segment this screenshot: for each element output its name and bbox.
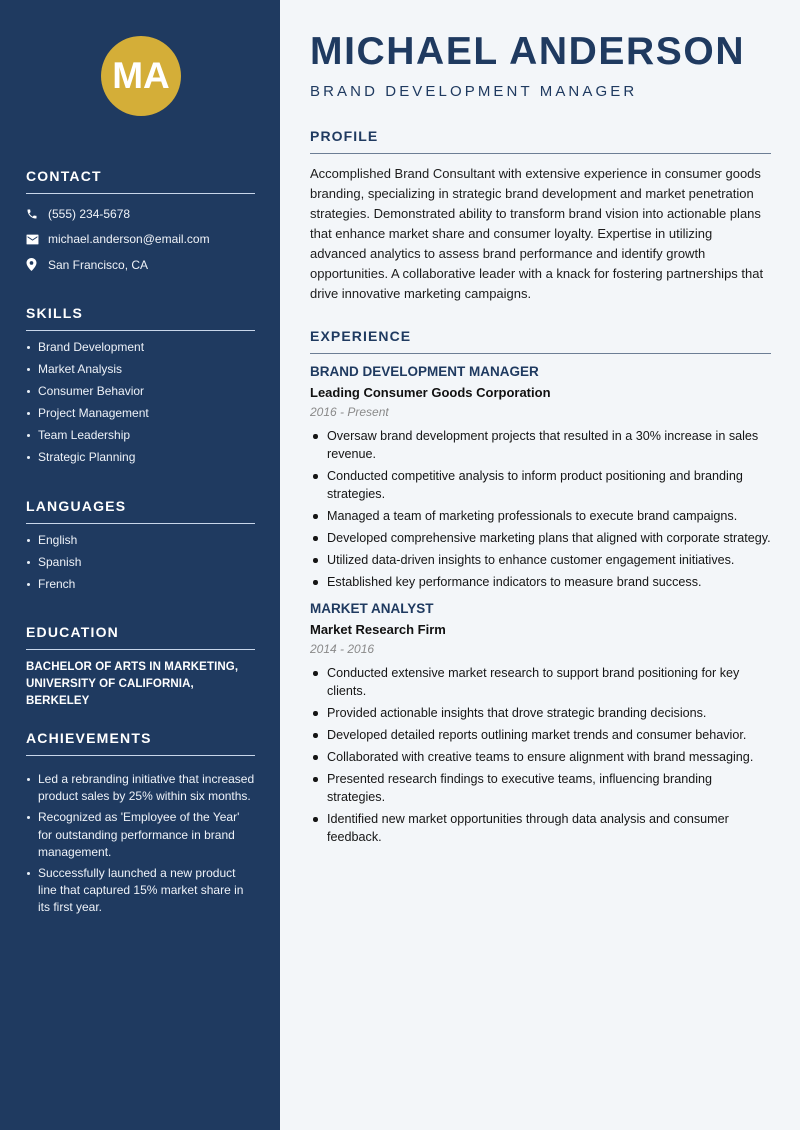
job-company: Leading Consumer Goods Corporation bbox=[310, 385, 551, 400]
education-heading: EDUCATION bbox=[26, 624, 255, 650]
profile-text: Accomplished Brand Consultant with extensive experience in consumer goods branding, specializing in strategic brand development and market penetration strategies. Demonstrated ability to transform brand vision into actionable plans that enhance market share and consumer loyalty. Expertise in utilizing advanced analytics to assess brand performance and identify growth opportunities. A collaborative leader with a knack for fostering partnerships that drive innovative marketing campaigns. bbox=[310, 166, 764, 301]
achievements-section bbox=[26, 730, 255, 921]
job-bullet: Utilized data-driven insights to enhance customer engagement initiatives. bbox=[310, 551, 771, 569]
experience-heading: EXPERIENCE bbox=[310, 328, 771, 354]
profile-heading: PROFILE bbox=[310, 128, 771, 154]
email-text[interactable]: michael.anderson@email.com bbox=[48, 232, 210, 247]
skill-item: Market Analysis bbox=[26, 361, 255, 378]
job-entry bbox=[310, 601, 771, 846]
achievement-item: Recognized as 'Employee of the Year' for outstanding performance in brand management. bbox=[26, 809, 255, 861]
languages-list bbox=[26, 532, 255, 593]
phone-text: (555) 234-5678 bbox=[48, 206, 131, 221]
education-section bbox=[26, 624, 255, 710]
location-text: San Francisco, CA bbox=[48, 257, 149, 272]
job-bullets bbox=[310, 664, 771, 846]
languages-heading: LANGUAGES bbox=[26, 498, 255, 524]
job-dates: 2016 - Present bbox=[310, 405, 389, 419]
skill-item: Brand Development bbox=[26, 339, 255, 356]
job-title: MARKET ANALYST bbox=[310, 601, 434, 616]
job-bullet: Conducted competitive analysis to inform product positioning and branding strategies. bbox=[310, 467, 771, 503]
job-bullet: Conducted extensive market research to support brand positioning for key clients. bbox=[310, 664, 771, 700]
job-bullet: Developed comprehensive marketing plans that aligned with corporate strategy. bbox=[310, 529, 771, 547]
job-bullet: Identified new market opportunities through data analysis and consumer feedback. bbox=[310, 810, 771, 846]
achievement-item: Successfully launched a new product line that captured 15% market share in its first year. bbox=[26, 865, 255, 917]
contact-heading: CONTACT bbox=[26, 168, 255, 194]
location-pin-icon bbox=[26, 258, 48, 271]
job-title: BRAND DEVELOPMENT MANAGER bbox=[310, 364, 539, 379]
profile-section bbox=[310, 128, 771, 304]
job-bullet: Established key performance indicators to measure brand success. bbox=[310, 573, 771, 591]
job-bullet: Oversaw brand development projects that resulted in a 30% increase in sales revenue. bbox=[310, 427, 771, 463]
avatar bbox=[101, 36, 181, 116]
job-bullet: Presented research findings to executive teams, influencing branding strategies. bbox=[310, 770, 771, 806]
skill-item: Project Management bbox=[26, 405, 255, 422]
skill-item: Team Leadership bbox=[26, 427, 255, 444]
contact-location bbox=[26, 252, 255, 278]
job-bullet: Collaborated with creative teams to ensure alignment with brand messaging. bbox=[310, 748, 771, 766]
language-item: Spanish bbox=[26, 554, 255, 571]
skills-section bbox=[26, 305, 255, 471]
candidate-name: MICHAEL ANDERSON bbox=[310, 30, 746, 73]
experience-section bbox=[310, 328, 771, 850]
candidate-title: BRAND DEVELOPMENT MANAGER bbox=[310, 83, 638, 100]
job-bullets bbox=[310, 427, 771, 591]
language-item: French bbox=[26, 576, 255, 593]
skills-heading: SKILLS bbox=[26, 305, 255, 331]
achievements-list bbox=[26, 771, 255, 917]
achievement-item: Led a rebranding initiative that increased product sales by 25% within six months. bbox=[26, 771, 255, 805]
job-bullet: Provided actionable insights that drove strategic branding decisions. bbox=[310, 704, 771, 722]
job-entry bbox=[310, 364, 771, 591]
skill-item: Strategic Planning bbox=[26, 449, 255, 466]
contact-phone bbox=[26, 201, 255, 227]
phone-icon bbox=[26, 208, 48, 220]
contact-section bbox=[26, 168, 255, 278]
job-bullet: Developed detailed reports outlining market trends and consumer behavior. bbox=[310, 726, 771, 744]
avatar-initials: MA bbox=[112, 55, 170, 96]
sidebar bbox=[0, 0, 280, 1130]
job-company: Market Research Firm bbox=[310, 622, 446, 637]
language-item: English bbox=[26, 532, 255, 549]
job-dates: 2014 - 2016 bbox=[310, 642, 375, 656]
education-degree: BACHELOR OF ARTS IN MARKETING, UNIVERSITY OF CALIFORNIA, BERKELEY bbox=[26, 661, 239, 707]
skills-list bbox=[26, 339, 255, 466]
skill-item: Consumer Behavior bbox=[26, 383, 255, 400]
languages-section bbox=[26, 498, 255, 598]
email-icon bbox=[26, 234, 48, 245]
achievements-heading: ACHIEVEMENTS bbox=[26, 730, 255, 756]
job-bullet: Managed a team of marketing professionals to execute brand campaigns. bbox=[310, 507, 771, 525]
contact-email bbox=[26, 227, 255, 253]
